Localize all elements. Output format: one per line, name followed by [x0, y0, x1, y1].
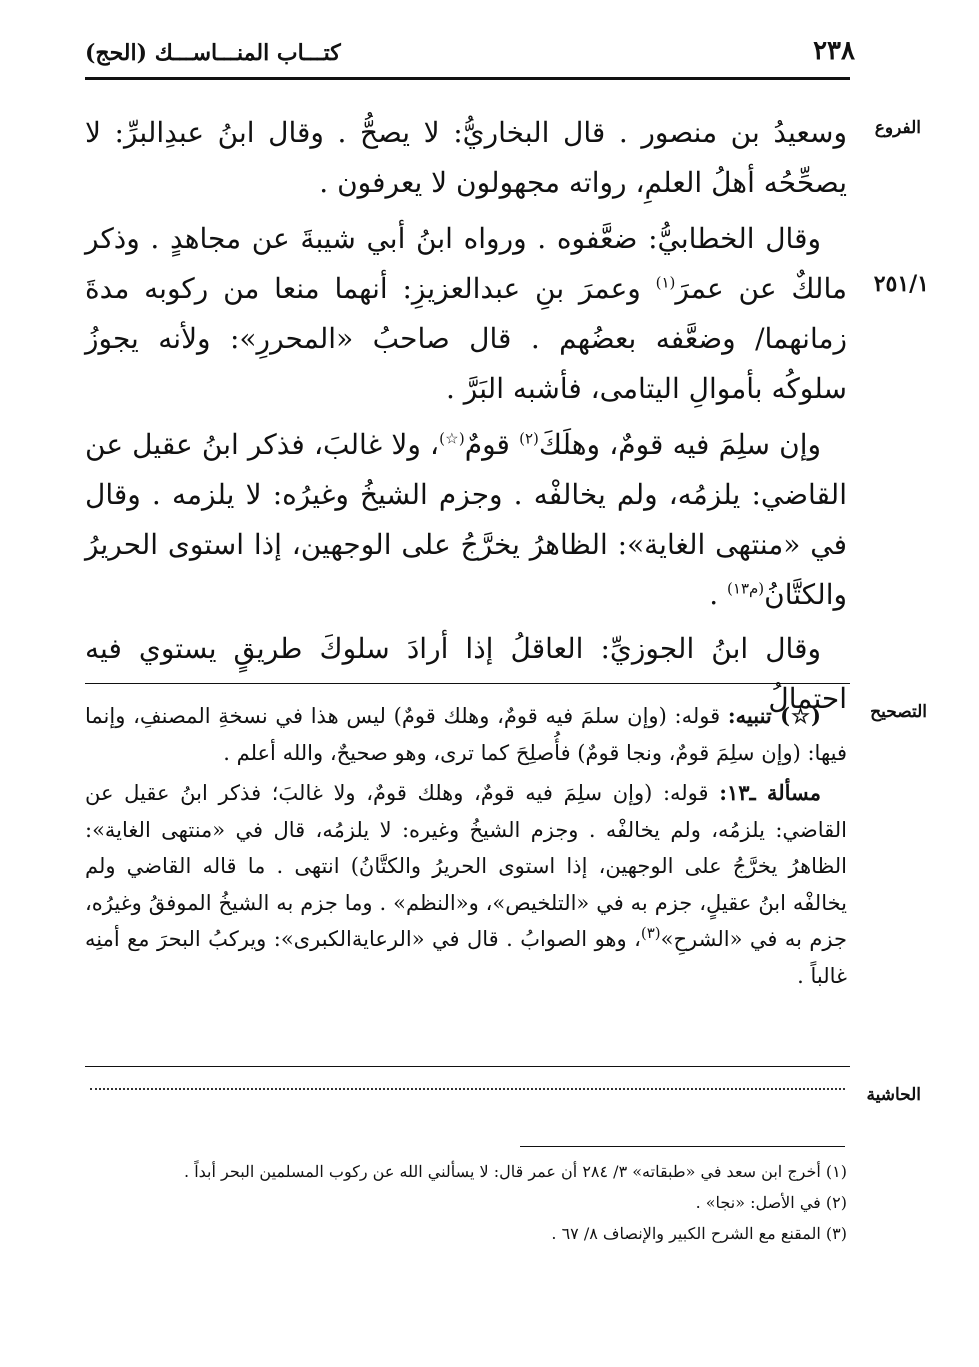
main-paragraph-2 [85, 214, 847, 414]
label-hashiya: الحاشية [866, 1085, 921, 1105]
page-number: ٢٣٨ [813, 36, 855, 66]
main-text-3c: ، ولا غالبَ، فذكر ابنُ عقيل عن القاضي: يلزمُه، ولم يخالفْه . وجزم الشيخُ وغيرُه: لا يلزمه . وقال في «منتهى الغاية»: الظاهرُ يخرَّجُ على الوجهين، إذا استوى الحريرُ والكتَّانُ [85, 428, 847, 611]
masala-marker: (م١٣) [727, 579, 765, 598]
main-text-3a: وإن سلِمَ فيه قومٌ، وهلَكَ [538, 428, 822, 461]
footnote-marker-1: (١) [655, 273, 676, 292]
masala-text-a: قوله: (وإن سلِمَ فيه قومٌ، وهلك قومٌ، ولا غالبَ؛ فذكر ابنُ عقيل عن القاضي: يلزمُه، ولم يخالفْه . وجزم الشيخُ وغيره: لا يلزمُه، قال في «منتهى الغاية»: الظاهرُ يخرَّجُ على الوجهين، إذا استوى الحريرُ والكتَّانُ) انتهى . ما قاله القاضي ولم يخالفْه ابنُ عقيلٍ، جزم به في «التلخيص»، و«النظم» . وما جزم به الشيخُ الموفقُ وغيرُه، جزم به في «الشرحِ» [85, 781, 847, 951]
main-text-1: وسعيدُ بن منصور . قال البخاريُّ: لا يصحُّ . وقال ابنُ عبدِالبرِّ: لا يصحِّحُه أهلُ العلمِ، رواته مجهولون لا يعرفون . [85, 116, 847, 199]
header-rule [85, 77, 850, 80]
label-page-reference: ٢٥١/١ [873, 271, 929, 297]
label-furu: الفروع [874, 118, 921, 138]
footnote-rule [520, 1146, 845, 1147]
main-text-3b: قومٌ [464, 428, 520, 461]
masala-heading: مسألة ـ١٣: [719, 780, 821, 805]
footnote-marker-3: (٣) [640, 924, 661, 942]
footnote-3: (٣) المقنع مع الشرح الكبير والإنصاف ٨/ ٦٧ . [551, 1224, 847, 1243]
main-paragraph-1 [85, 108, 847, 208]
tanbih-text: قوله: (وإن سلمَ فيه قومٌ، وهلك قومٌ) ليس هذا في نسخةِ المصنفِ، وإنما فيها: (وإن سلِمَ قومٌ، ونجا قومٌ) فأُصلِحَ كما ترى، وهو صحيحٌ، والله أعلم . [85, 704, 847, 765]
hashiya-dotted-line [90, 1088, 845, 1090]
main-text-2b: وعمرَ بنِ عبدالعزيزِ: أنهما منعا من ركوبه مدةَ زمانهما/ وضعَّفه بعضُهم . قال صاحبُ «المحررِ»: ولأنه يجوزُ سلوكُه بأموالِ اليتامى، فأشبه البَرَّ . [85, 272, 847, 405]
star-marker: (☆) [439, 429, 465, 448]
main-text-2a: وقال الخطابيُّ: ضعَّفوه . ورواه ابنُ أبي شيبةَ عن مجاهدٍ . وذكر مالكٌ عن عمرَ [85, 222, 847, 305]
tashih-section [85, 698, 847, 994]
footnote-marker-2: (٢) [519, 429, 539, 448]
masala-text-b: ، وهو الصوابُ . قال في «الرعايةالكبرى»: ويركبُ البحرَ مع أمنِه غالباً . [85, 927, 847, 988]
footnote-2: (٢) في الأصل: «نجا» . [695, 1193, 847, 1212]
running-title: كتـــاب المنـــاســـك (الحج) [85, 40, 341, 66]
footnote-1: (١) أخرج ابن سعد في «طبقاته» ٣/ ٢٨٤ أن عمر قال: لا يسألني الله عن ركوب المسلمين البحر أبداً . [184, 1162, 847, 1181]
main-text-3d: . [709, 578, 728, 611]
tanbih-heading: (☆) تنبيه: [727, 703, 821, 728]
main-text-4: وقال ابنُ الجوزيِّ: العاقلُ إذا أرادَ سلوكَ طريقٍ يستوي فيه احتمالُ [85, 632, 847, 715]
label-tashih: التصحيح [870, 702, 927, 722]
section-rule-tashih [85, 683, 850, 684]
page-header [85, 34, 855, 74]
section-rule-hashiya [85, 1066, 850, 1067]
main-paragraph-3 [85, 420, 847, 620]
footnotes [147, 1156, 847, 1249]
